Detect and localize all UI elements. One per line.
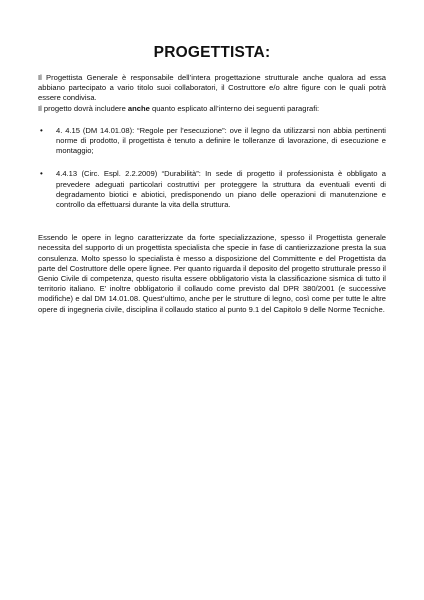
intro-line-bold: anche	[127, 103, 150, 113]
page-title: PROGETTISTA:	[153, 44, 271, 61]
bullet-text: 4.4.13 (Circ. Espl. 2.2.2009) “Durabilità”: In sede di progetto il professionista è obbligato a prevedere adeguati particolari costruttivi per proteggere la struttura da eventuali eventi di degradamento biotici e abiotici, predisponendo un piano delle operazioni di manutenzione e controllo da effettuarsi durante la vita della struttura.	[56, 169, 386, 210]
intro-line	[38, 104, 386, 114]
spacer	[38, 223, 386, 233]
bullet-list	[38, 126, 386, 210]
list-item	[38, 126, 386, 157]
intro-line-prefix: Il progetto dovrà includere	[38, 103, 128, 113]
bullet-icon: •	[40, 125, 43, 135]
list-item	[38, 169, 386, 210]
document-page	[38, 44, 386, 315]
intro-paragraph: Il Progettista Generale è responsabile dell’intera progettazione strutturale anche qualora ad essa abbiano partecipato a vario titolo suoi collaboratori, il Costruttore e/o altre figure con le quali potrà essere condivisa.	[38, 73, 386, 103]
bullet-text: 4. 4.15 (DM 14.01.08): “Regole per l’esecuzione”: ove il legno da utilizzarsi non abbia pertinenti norme di prodotto, il progettista è tenuto a definire le tolleranze di lavorazione, di esecuzione e montaggio;	[56, 125, 386, 156]
closing-paragraph: Essendo le opere in legno caratterizzate da forte specializzazione, spesso il Progettista generale necessita del supporto di un progettista specialista che specie in fase di cantierizzazione presta la sua consulenza. Molto spesso lo specialista è messo a disposizione del Committente e del Progettista da parte del Costruttore delle opere lignee. Per quanto riguarda il deposito del progetto strutturale presso il Genio Civile di competenza, questo risulta essere obbligatorio vista la classificazione sismica di tutto il territorio italiano. E’ inoltre obbligatorio il collaudo come previsto dal DPR 380/2001 (e successive modifiche) e dal DM 14.01.08. Quest’ultimo, anche per le strutture di legno, così come per tutte le altre opere di ingegneria civile, disciplina il collaudo statico al punto 9.1 del Capitolo 9 delle Norme Tecniche.	[38, 233, 386, 314]
intro-line-suffix: quanto esplicato all’interno dei seguenti paragrafi:	[149, 103, 320, 113]
bullet-icon: •	[40, 169, 43, 179]
